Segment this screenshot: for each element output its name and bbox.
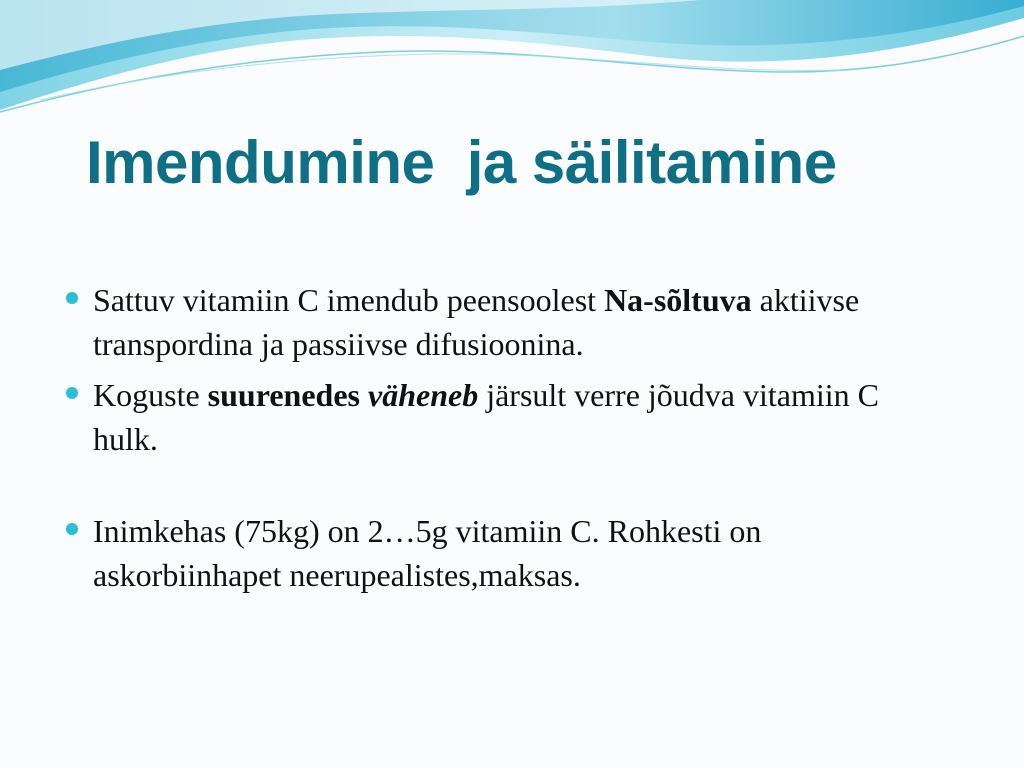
header-wave-decoration <box>0 0 1024 130</box>
bullet-item-1 <box>64 278 944 366</box>
bullet-dot-icon <box>66 387 78 399</box>
bullet-text: Sattuv vitamiin C imendub peensoolest <box>93 282 605 318</box>
bullet-item-3 <box>64 509 944 597</box>
bullet-bold-text: Na-sõltuva <box>604 282 752 318</box>
bullet-dot-icon <box>66 292 78 304</box>
bullet-list <box>64 278 944 597</box>
bullet-text: järsult verre jõudva vitamiin C hulk. <box>93 377 879 457</box>
bullet-item-2 <box>64 373 944 461</box>
bullet-text: Koguste <box>93 377 208 413</box>
bullet-text: aktiivse transpordina ja passiivse difusioonina. <box>93 282 860 362</box>
bullet-bold-italic-text: väheneb <box>367 377 479 413</box>
bullet-dot-icon <box>66 523 78 535</box>
bullet-text: Inimkehas (75kg) on 2…5g vitamiin C. Rohkesti on askorbiinhapet neerupealistes,maksas. <box>93 513 762 593</box>
bullet-bold-text: suurenedes <box>207 377 360 413</box>
bullet-space <box>360 377 368 413</box>
slide-title: Imendumine ja säilitamine <box>86 129 837 196</box>
